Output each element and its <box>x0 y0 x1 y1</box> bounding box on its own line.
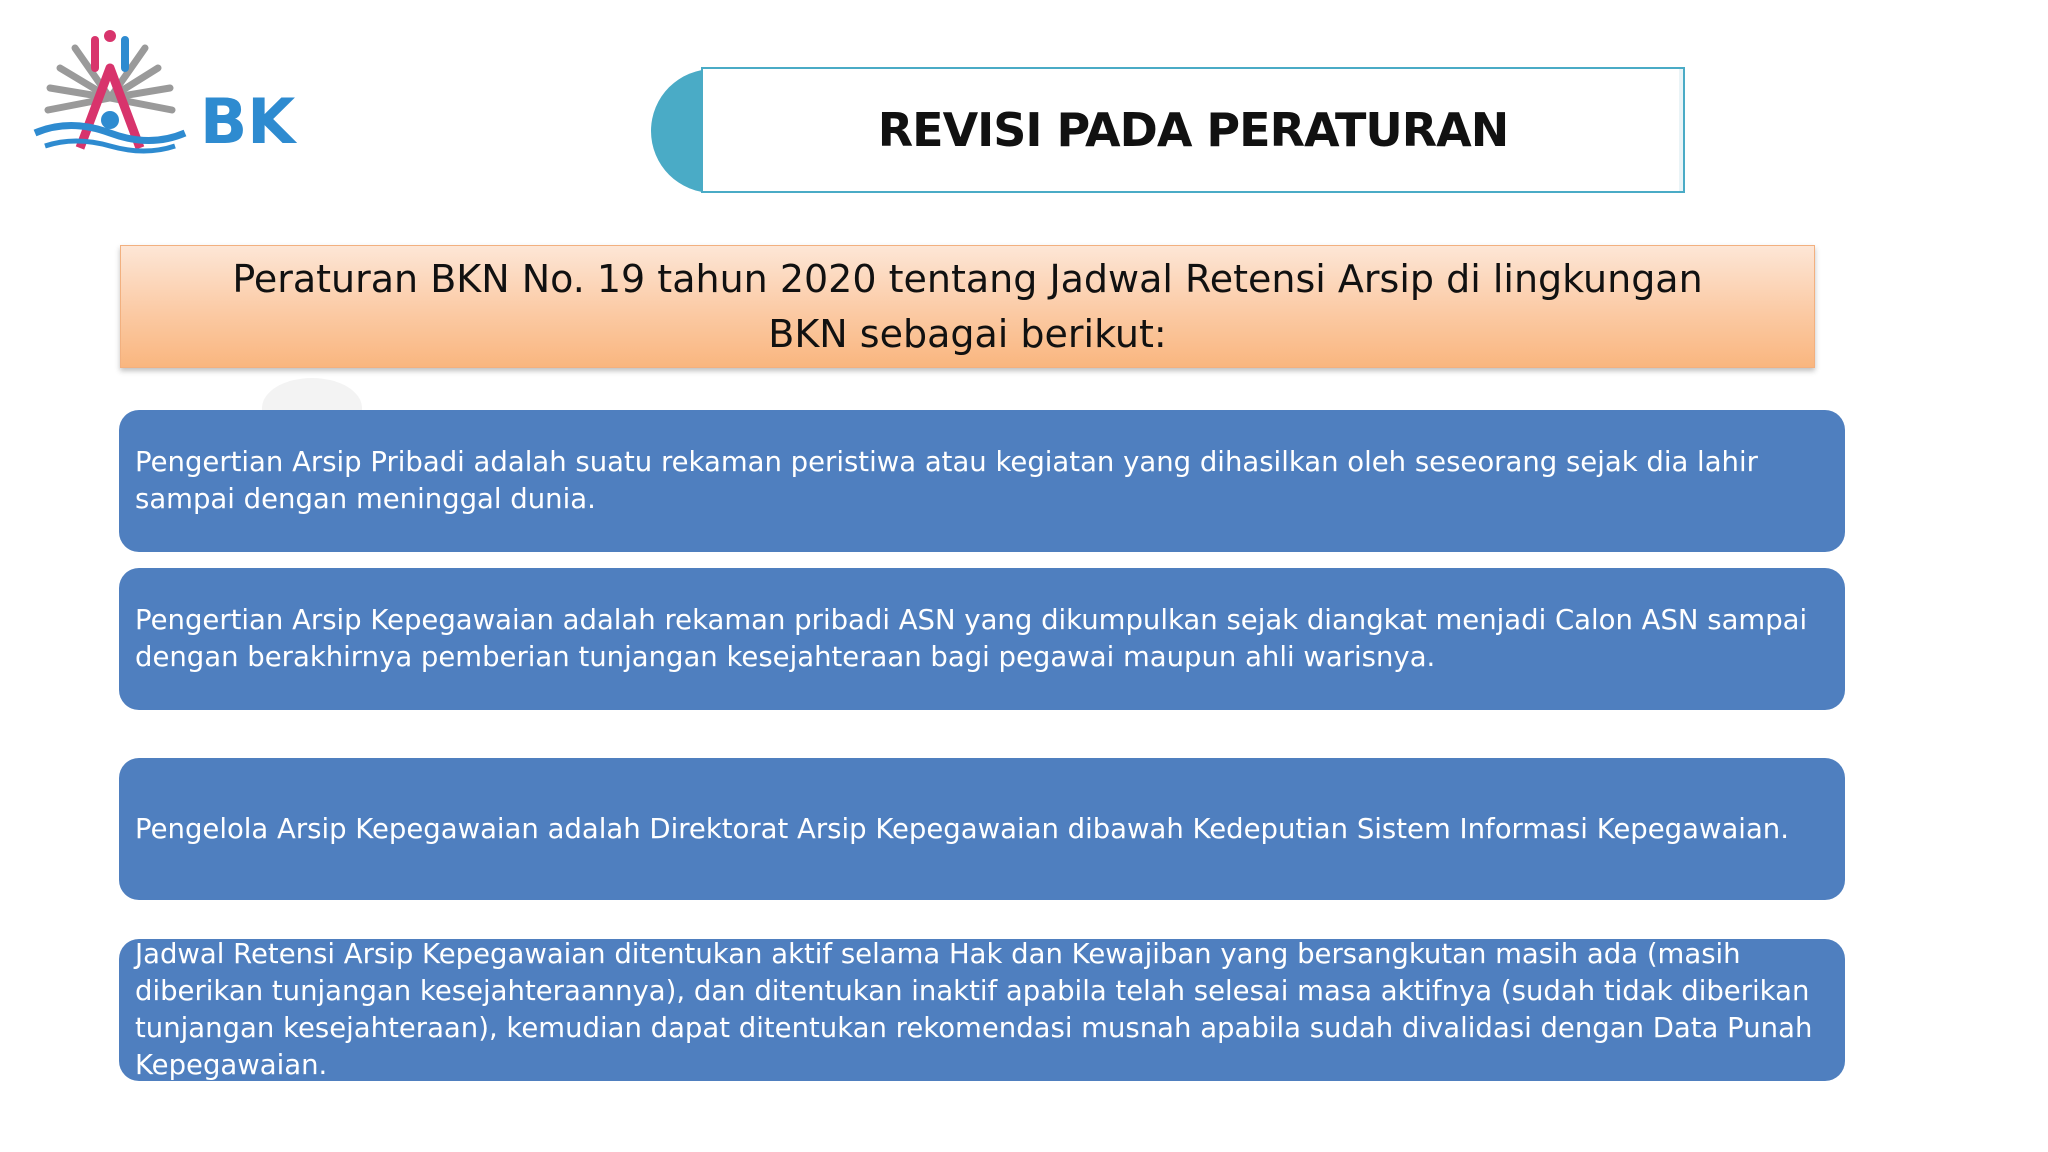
bkn-logo <box>30 28 305 163</box>
list-item-text: Pengertian Arsip Kepegawaian adalah rekaman pribadi ASN yang dikumpulkan sejak diangkat menjadi Calon ASN sampai dengan berakhirnya pemberian tunjangan kesejahteraan bagi pegawai maupun ahli warisnya. <box>135 604 1808 673</box>
list-item <box>119 410 1845 552</box>
list-item <box>119 568 1845 710</box>
intro-text: Peraturan BKN No. 19 tahun 2020 tentang Jadwal Retensi Arsip di lingkungan BKN sebagai berikut: <box>232 256 1703 356</box>
intro-banner <box>120 245 1815 368</box>
list-item-text: Pengertian Arsip Pribadi adalah suatu rekaman peristiwa atau kegiatan yang dihasilkan oleh seseorang sejak dia lahir sampai dengan meninggal dunia. <box>135 446 1758 515</box>
logo-text: BK <box>200 85 296 158</box>
list-item-text: Jadwal Retensi Arsip Kepegawaian ditentukan aktif selama Hak dan Kewajiban yang bersangkutan masih ada (masih diberikan tunjangan kesejahteraannya), dan ditentukan inaktif apabila telah selesai masa aktifnya (sudah tidak diberikan tunjangan kesejahteraan), kemudian dapat ditentukan rekomendasi musnah apabila sudah divalidasi dengan Data Punah Kepegawaian. <box>135 938 1813 1081</box>
list-item-text: Pengelola Arsip Kepegawaian adalah Direktorat Arsip Kepegawaian dibawah Kedeputian Sistem Informasi Kepegawaian. <box>135 812 1789 845</box>
page-title: REVISI PADA PERATURAN <box>877 103 1509 157</box>
list-item <box>119 939 1845 1081</box>
title-box <box>701 67 1685 193</box>
list-item <box>119 758 1845 900</box>
